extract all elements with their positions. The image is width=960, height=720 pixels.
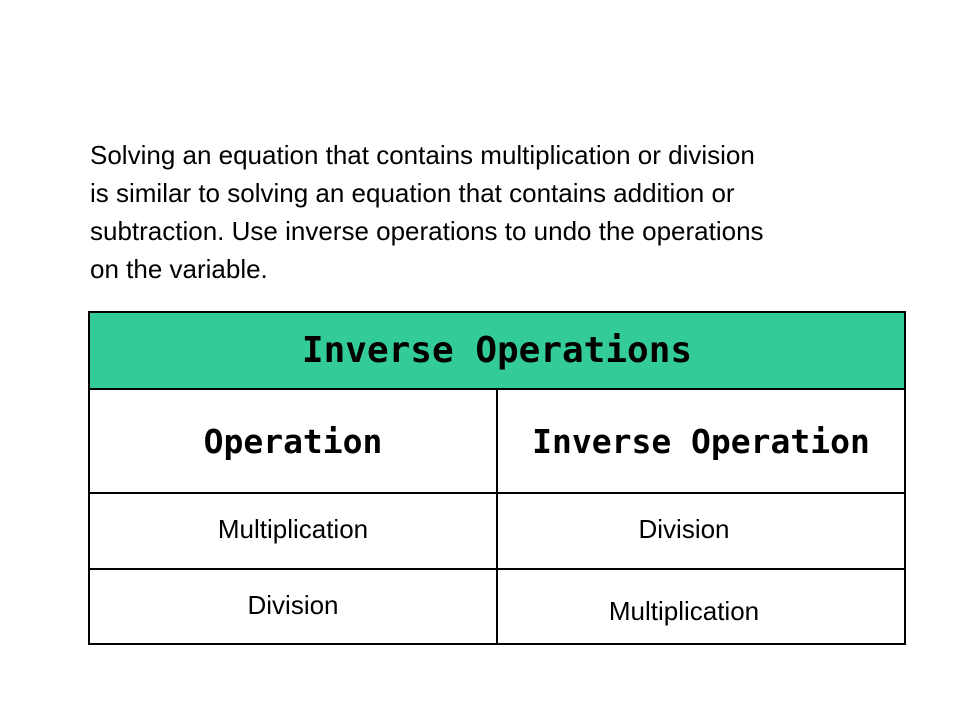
table-cell: Multiplication: [217, 514, 369, 544]
inverse-operations-table: [88, 311, 906, 645]
header-operation: Operation: [203, 421, 383, 461]
intro-line: Solving an equation that contains multiplication or division: [90, 140, 755, 170]
header-inverse-operation: Inverse Operation: [532, 421, 870, 461]
intro-line: subtraction. Use inverse operations to undo the operations: [90, 216, 764, 246]
table-cell: Multiplication: [608, 596, 760, 626]
intro-line: is similar to solving an equation that contains addition or: [90, 178, 735, 208]
intro-line: on the variable.: [90, 254, 268, 284]
intro-paragraph: [90, 136, 940, 288]
table-cell: Division: [247, 590, 339, 620]
table-cell: Division: [638, 514, 730, 544]
table-title: Inverse Operations: [301, 330, 693, 371]
table-title-row: [90, 313, 904, 390]
